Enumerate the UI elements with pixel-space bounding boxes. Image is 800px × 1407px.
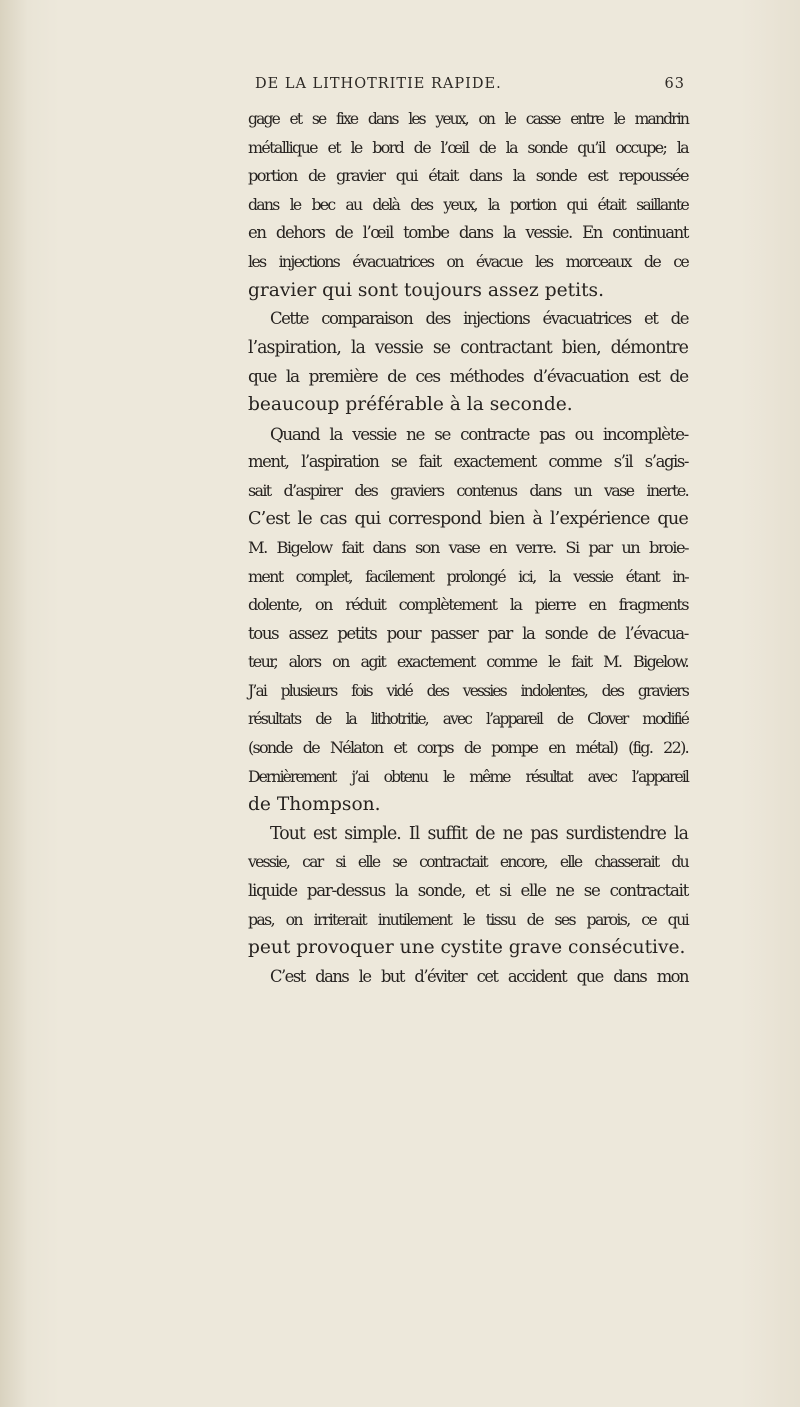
text-line: peut provoquer une cystite grave consécutive. [248,937,686,959]
page-header [255,76,685,98]
text-line: ment complet, facilement prolongé ici, la vessie étant in- [248,566,688,586]
text-line: vessie, car si elle se contractait encore, elle chasserait du [248,853,688,872]
text-line: Quand la vessie ne se contracte pas ou incomplète- [270,423,688,444]
page-number: 63 [664,76,685,92]
text-line: résultats de la lithotritie, avec l’appareil de Clover modifié [248,710,688,729]
text-line: J’ai plusieurs fois vidé des vessies indolentes, des graviers [248,681,688,700]
text-line: ment, l’aspiration se fait exactement comme s’il s’agis- [248,452,688,472]
text-line: dolente, on réduit complètement la pierre en fragments [248,595,688,615]
text-line: l’aspiration, la vessie se contractant bien, démontre [248,337,688,358]
text-line: métallique et le bord de l’œil de la sonde qu’il occupe; la [248,137,688,157]
text-line: sait d’aspirer des graviers contenus dans un vase inerte. [248,480,688,500]
text-line: Dernièrement j’ai obtenu le même résultat avec l’appareil [248,767,688,786]
text-line: (sonde de Nélaton et corps de pompe en métal) (fig. 22). [248,738,688,758]
text-line: M. Bigelow fait dans son vase en verre. Si par un broie- [248,537,688,557]
text-line: teur, alors on agit exactement comme le fait M. Bigelow. [248,652,688,672]
text-line: les injections évacuatrices on évacue les morceaux de ce [248,251,688,271]
text-line: beaucoup préférable à la seconde. [248,393,573,415]
text-line: liquide par-dessus la sonde, et si elle ne se contractait [248,881,688,901]
text-line: Cette comparaison des injections évacuatrices et de [270,309,688,329]
text-line: pas, on irriterait inutilement le tissu de ses parois, ce qui [248,909,688,929]
text-line: que la première de ces méthodes d’évacuation est de [248,366,688,387]
text-line: C’est le cas qui correspond bien à l’expérience que [248,509,688,530]
text-line: de Thompson. [248,794,381,816]
text-line: portion de gravier qui était dans la sonde est repoussée [248,166,688,186]
running-title: DE LA LITHOTRITIE RAPIDE. [255,76,502,92]
text-line: gage et se fixe dans les yeux, on le casse entre le mandrin [248,110,688,128]
text-line: gravier qui sont toujours assez petits. [248,279,605,301]
text-line: C’est dans le but d’éviter cet accident que dans mon [270,966,688,986]
body-text [248,105,688,991]
text-line: dans le bec au delà des yeux, la portion qui était saillante [248,194,688,214]
text-line: en dehors de l’œil tombe dans la vessie. En continuant [248,223,688,243]
text-line: Tout est simple. Il suffit de ne pas surdistendre la [270,823,688,844]
text-line: tous assez petits pour passer par la sonde de l’évacua- [248,623,688,643]
